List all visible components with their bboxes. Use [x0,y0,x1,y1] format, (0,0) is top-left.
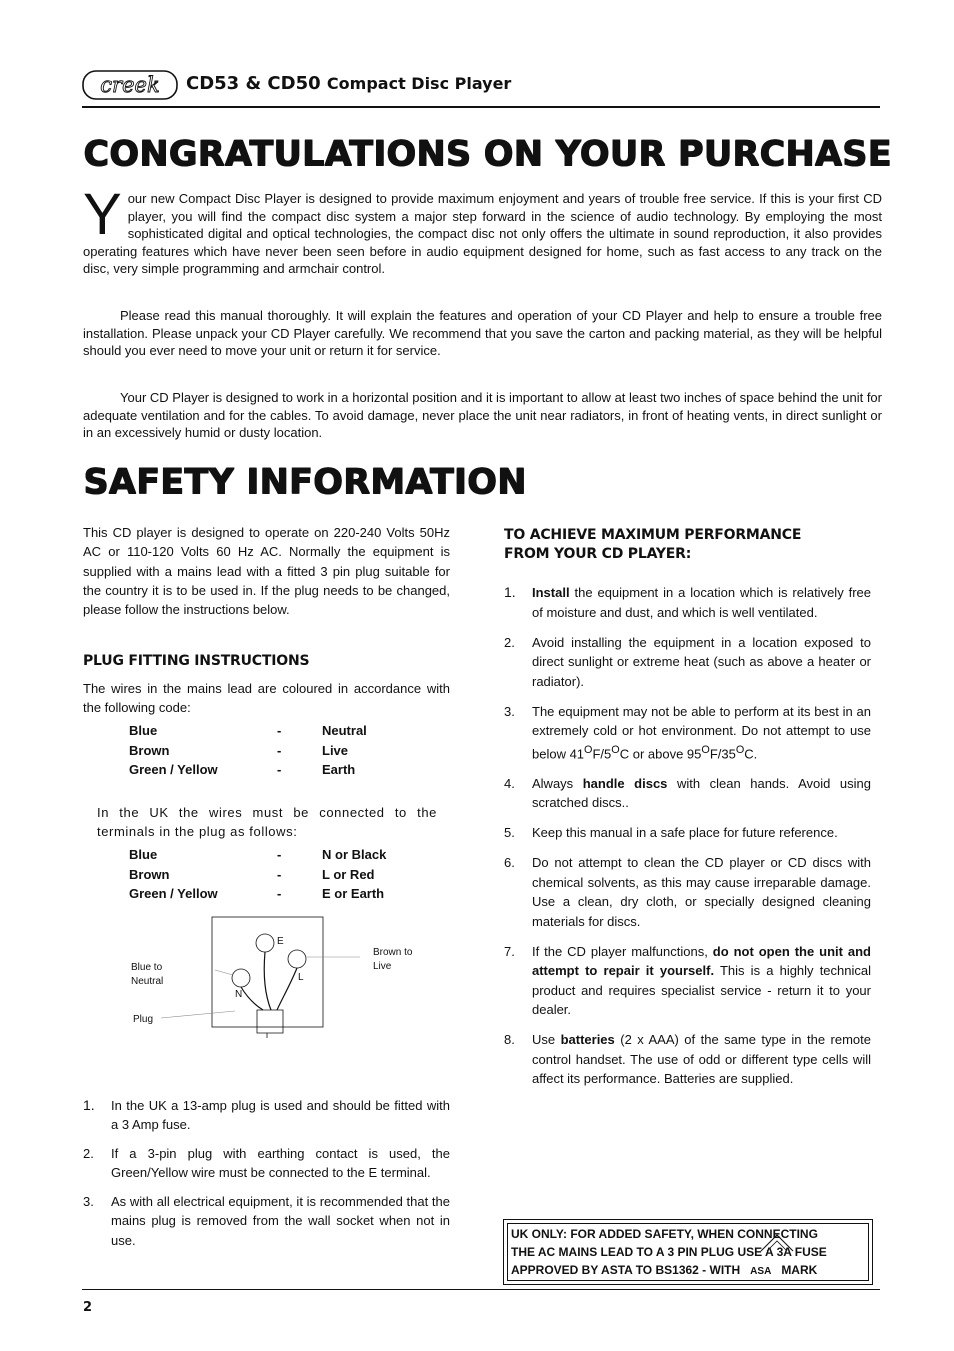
label-n: N [235,989,243,1000]
plug-fitting-heading: PLUG FITTING INSTRUCTIONS [83,653,310,669]
list-item [504,583,871,622]
congratulations-heading: CONGRATULATIONS ON YOUR PURCHASE [83,134,892,174]
neutral-label: Neutral [131,976,164,987]
document-header-title [186,73,511,94]
dash: - [277,866,282,882]
notice-line-2: THE AC MAINS LEAD TO A 3 PIN PLUG USE A 3A FUSE [511,1245,827,1259]
item-text: Keep this manual in a safe place for future reference. [532,825,838,841]
degree-sup: O [611,743,620,756]
voltage-paragraph: This CD player is designed to operate on 220-240 Volts 50Hz AC or 110-120 Volts 60 Hz AC. Normally the equipment is supplied with a mains lead with a fitted 3 pin plug suitable for the country it is to be used in. If the plug needs to be changed, please follow the instructions below. [83,525,450,618]
item-text: This is a highly technical product and requires specialist service - return it to your dealer. [532,963,872,1018]
earth-wire [264,952,271,1010]
intro-paragraph-1 [83,182,882,278]
notice-text [511,1225,863,1281]
list-item [504,942,872,1020]
blue-to-label: Blue to [131,962,163,973]
wire-colour: Blue [129,847,158,862]
drop-cap: Y [83,182,122,247]
notice-line-3 [511,1261,863,1281]
item-text: In the UK a 13-amp plug is used and should be fitted with a 3 Amp fuse. [111,1098,450,1133]
uk-terminals-intro: In the UK the wires must be connected to the terminals in the plug as follows: [97,805,437,839]
degree-sup: O [735,743,745,756]
dash: - [277,886,282,901]
item-bold: do not open the unit and attempt to repair it yourself. [532,943,871,979]
item-text: C. [744,745,758,761]
label-e: E [277,936,284,947]
degree-sup: O [584,743,593,756]
terminal: E or Earth [322,886,385,901]
item-text: C or above 95 [619,745,702,761]
list-item [83,1144,450,1183]
table-row [129,762,367,782]
live-terminal [288,950,306,968]
item-number: 8. [504,1032,515,1048]
list-item [504,853,871,931]
item-bold: batteries [560,1032,615,1048]
notice-line-1: UK ONLY: FOR ADDED SAFETY, WHEN CONNECTING [511,1227,818,1241]
list-item [504,1030,871,1089]
safety-heading: SAFETY INFORMATION [83,462,527,502]
degree-sup: O [701,743,710,756]
intro-paragraph-2: Please read this manual thoroughly. It will explain the features and operation of your CD Player and help to ensure a trouble free installation. Please unpack your CD Player carefully. We recommend that you save the carton and packing material, as they will be helpful should you ever need to move your unit or return it for service. [83,308,882,358]
heading-line-2: FROM YOUR CD PLAYER: [504,546,692,562]
wire-meaning: Earth [322,762,356,777]
dash: - [277,762,282,777]
terminal: L or Red [322,866,375,882]
item-text: Do not attempt to clean the CD player or CD discs with chemical solvents, as this may cause irreparable damage. Use a clean, dry cloth, or specially designed cleaning materials for discs. [532,855,871,929]
neutral-terminal [232,969,250,987]
uk-terminal-table [129,847,386,906]
wire-meaning: Neutral [322,723,367,738]
item-number: 2. [504,634,515,650]
item-text: If the CD player malfunctions, [532,943,713,959]
uk-fuse-notice [503,1219,873,1285]
item-text: Avoid installing the equipment in a location exposed to direct sunlight or extreme heat (such as above a heater or radiator). [532,634,871,689]
list-item [83,1096,450,1135]
page-number: 2 [83,1300,93,1315]
plug-outline [212,917,323,1027]
performance-tips-list [504,583,872,1099]
item-number: 1. [83,1097,95,1113]
logo-text: creek [100,73,160,97]
dash: - [277,723,282,738]
table-row [129,867,386,887]
brown-to-label: Brown to [373,947,413,958]
heading-line-1: TO ACHIEVE MAXIMUM PERFORMANCE [504,527,802,543]
creek-logo [82,70,178,100]
table-row [129,743,367,763]
item-text: F/5 [592,745,612,761]
earth-terminal [256,934,274,952]
item-text: If a 3-pin plug with earthing contact is used, the Green/Yellow wire must be connected to the E terminal. [111,1146,450,1181]
dash: - [277,847,282,862]
footer-divider [82,1289,880,1290]
item-number: 2. [83,1146,94,1162]
item-text: Always [532,775,583,791]
wire-colour-table [129,723,367,782]
live-label: Live [373,961,392,972]
table-row [129,847,386,867]
terminal: N or Black [322,847,387,862]
item-text: the equipment in a location which is relatively free of moisture and dust, and which is well ventilated. [532,585,871,620]
performance-heading [504,526,801,564]
list-item [504,702,871,764]
table-row [129,886,386,906]
item-text: F/35 [709,745,736,761]
asta-mark-label: ASA [750,1266,772,1277]
wire-colour: Green / Yellow [129,886,218,901]
wire-meaning: Live [322,742,349,758]
product-type: Compact Disc Player [326,74,512,93]
list-item [83,1192,450,1250]
item-bold: Install [532,585,570,600]
item-bold: handle discs [582,775,668,791]
table-row [129,723,367,743]
neutral-wire [241,987,263,1010]
wire-colour: Green / Yellow [129,762,218,777]
item-number: 3. [504,703,515,719]
notice-line-3-mark: MARK [781,1263,818,1277]
plug-notes-list [83,1096,450,1260]
header-divider [82,106,880,108]
notice-line-3-text: APPROVED BY ASTA TO BS1362 - WITH [511,1263,741,1277]
item-number: 5. [504,825,515,841]
item-text: As with all electrical equipment, it is recommended that the mains plug is removed from the wall socket when not in use. [111,1194,450,1248]
wire-colour: Brown [129,742,170,758]
item-text: with clean hands. Avoid using scratched discs.. [532,775,872,811]
list-item [504,823,871,843]
plug-label: Plug [133,1014,154,1025]
wire-colour: Blue [129,723,158,738]
label-l: L [298,972,304,983]
model-names: CD53 & CD50 [186,73,321,94]
wire-colour: Brown [129,866,170,882]
item-number: 7. [504,943,515,959]
plug-intro-paragraph: The wires in the mains lead are coloured in accordance with the following code: [83,681,450,715]
item-number: 6. [504,855,515,871]
item-text: Use [532,1032,561,1048]
plug-wiring-diagram [125,915,413,1040]
item-number: 1. [504,584,516,600]
item-text: The equipment may not be able to perform at its best in an extremely cold or hot environment. Do not attempt to use below 41 [532,703,871,761]
item-text: (2 x AAA) of the same type in the remote control handset. The use of odd or different type cells will affect its performance. Batteries are supplied. [532,1032,871,1087]
item-number: 3. [83,1194,94,1210]
list-item [504,633,871,692]
live-wire [277,968,297,1010]
list-item [504,774,872,813]
dash: - [277,742,282,758]
intro-paragraph-1-text: our new Compact Disc Player is designed to provide maximum enjoyment and years of trouble free service. If this is your first CD player, you will find the compact disc system a major step forward in the science of audio technology. By employing the most sophisticated digital and optical technologies, the compact disc not only offers the ultimate in sound reproduction, it also provides operating features which have never been seen before in audio equipment designed for home, such as fast access to any track on the disc, very simple programming and armchair control. [83,191,882,276]
item-number: 4. [504,775,515,791]
intro-paragraph-3: Your CD Player is designed to work in a horizontal position and it is important to allow at least two inches of space behind the unit for adequate ventilation and for the cables. To avoid damage, never place the unit near radiators, in front of heating vents, in direct sunlight or in an excessively humid or dusty location. [83,390,882,440]
cable-grip [257,1010,283,1033]
